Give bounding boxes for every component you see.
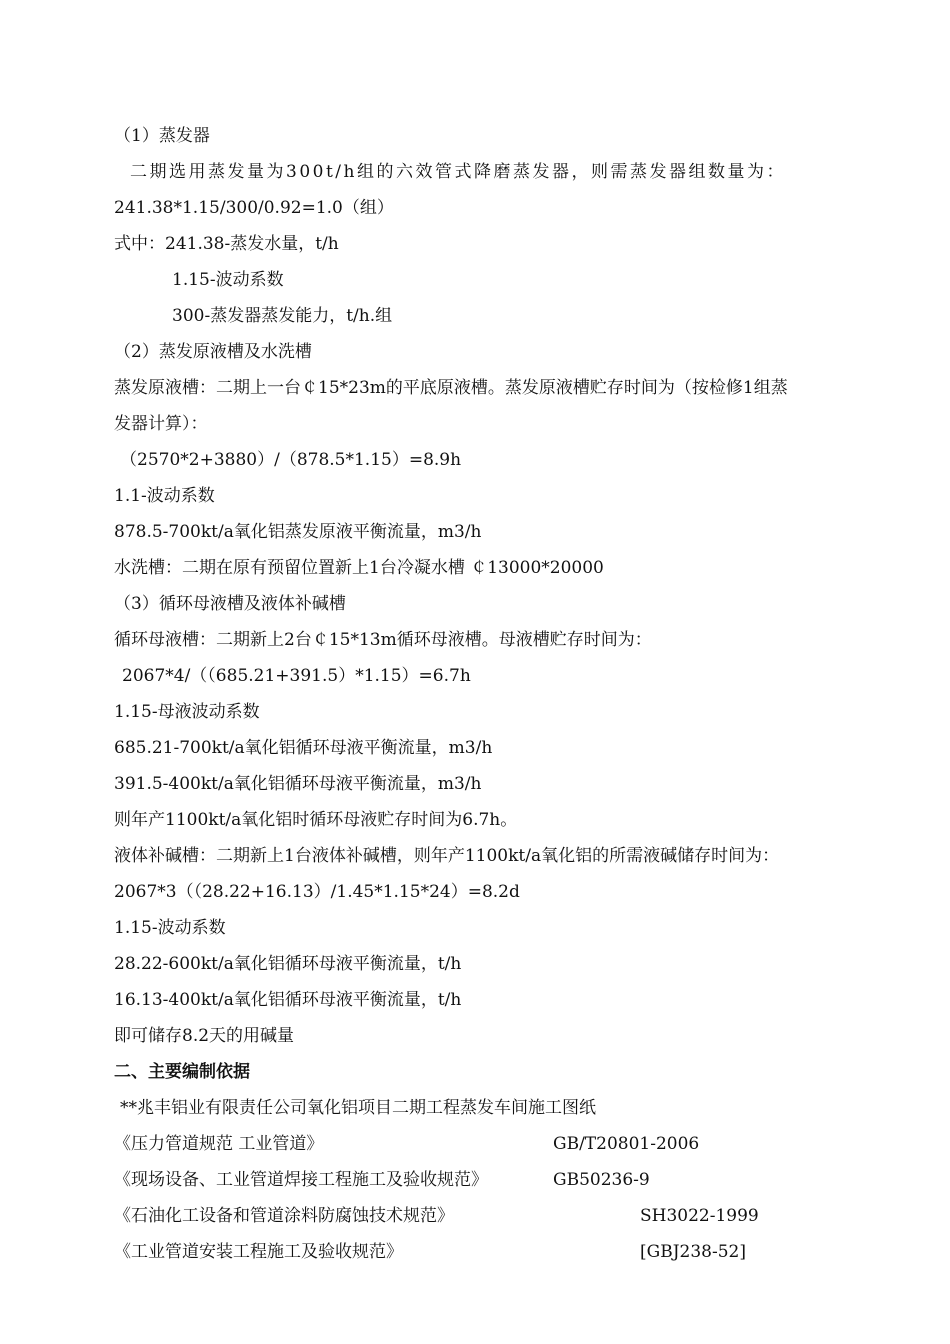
section-3-formula-1: 2067*4/（（685.21+391.5）*1.15）=6.7h — [122, 666, 471, 686]
section-3-def-2: 685.21-700kt/a氧化铝循环母液平衡流量，m3/h — [114, 738, 493, 758]
section-1-intro: 二期选用蒸发量为300t/h组的六效管式降磨蒸发器，则需蒸发器组数量为： — [130, 162, 786, 182]
standard-name-4: 《工业管道安装工程施工及验收规范》 — [114, 1242, 403, 1262]
standard-name-2: 《现场设备、工业管道焊接工程施工及验收规范》 — [114, 1170, 488, 1190]
section-3-formula-2: 2067*3（（28.22+16.13）/1.45*1.15*24）=8.2d — [114, 882, 520, 902]
section-2-formula: （2570*2+3880）/（878.5*1.15）=8.9h — [120, 450, 462, 470]
section-1-where: 式中：241.38-蒸发水量，t/h — [114, 234, 339, 254]
section-3-text-2: 液体补碱槽：二期新上1台液体补碱槽，则年产1100kt/a氧化铝的所需液碱储存时间为： — [114, 846, 780, 866]
section-1-heading: （1）蒸发器 — [114, 126, 210, 146]
section-2-def-1: 1.1-波动系数 — [114, 486, 215, 506]
section-1-def-1: 1.15-波动系数 — [172, 270, 284, 290]
basis-heading: 二、主要编制依据 — [114, 1062, 250, 1082]
section-2-def-2: 878.5-700kt/a氧化铝蒸发原液平衡流量，m3/h — [114, 522, 482, 542]
section-2-wash-tank: 水洗槽：二期在原有预留位置新上1台冷凝水槽 ￠13000*20000 — [114, 558, 604, 578]
section-2-heading: （2）蒸发原液槽及水洗槽 — [114, 342, 312, 362]
section-3-text-1: 循环母液槽：二期新上2台￠15*13m循环母液槽。母液槽贮存时间为： — [114, 630, 652, 650]
section-2-text-1: 蒸发原液槽：二期上一台￠15*23m的平底原液槽。蒸发原液槽贮存时间为（按检修1组蒸 — [114, 378, 788, 398]
standard-code-1: GB/T20801-2006 — [553, 1134, 700, 1154]
section-3-def-4: 1.15-波动系数 — [114, 918, 226, 938]
section-3-heading: （3）循环母液槽及液体补碱槽 — [114, 594, 346, 614]
standard-code-3: SH3022-1999 — [640, 1206, 759, 1226]
section-1-formula: 241.38*1.15/300/0.92=1.0（组） — [114, 198, 394, 218]
standard-name-1: 《压力管道规范 工业管道》 — [114, 1134, 324, 1154]
section-3-def-3: 391.5-400kt/a氧化铝循环母液平衡流量，m3/h — [114, 774, 482, 794]
basis-drawings: **兆丰铝业有限责任公司氧化铝项目二期工程蒸发车间施工图纸 — [120, 1098, 596, 1118]
section-1-def-2: 300-蒸发器蒸发能力，t/h.组 — [172, 306, 393, 326]
standard-name-3: 《石油化工设备和管道涂料防腐蚀技术规范》 — [114, 1206, 454, 1226]
section-3-conclusion-2: 即可储存8.2天的用碱量 — [114, 1026, 295, 1046]
section-3-conclusion-1: 则年产1100kt/a氧化铝时循环母液贮存时间为6.7h。 — [114, 810, 518, 830]
section-3-def-5: 28.22-600kt/a氧化铝循环母液平衡流量，t/h — [114, 954, 462, 974]
section-2-text-2: 发器计算）： — [114, 414, 208, 434]
standard-code-2: GB50236-9 — [553, 1170, 650, 1190]
section-3-def-6: 16.13-400kt/a氧化铝循环母液平衡流量，t/h — [114, 990, 462, 1010]
standard-code-4: [GBJ238-52] — [640, 1242, 746, 1262]
section-3-def-1: 1.15-母液波动系数 — [114, 702, 260, 722]
